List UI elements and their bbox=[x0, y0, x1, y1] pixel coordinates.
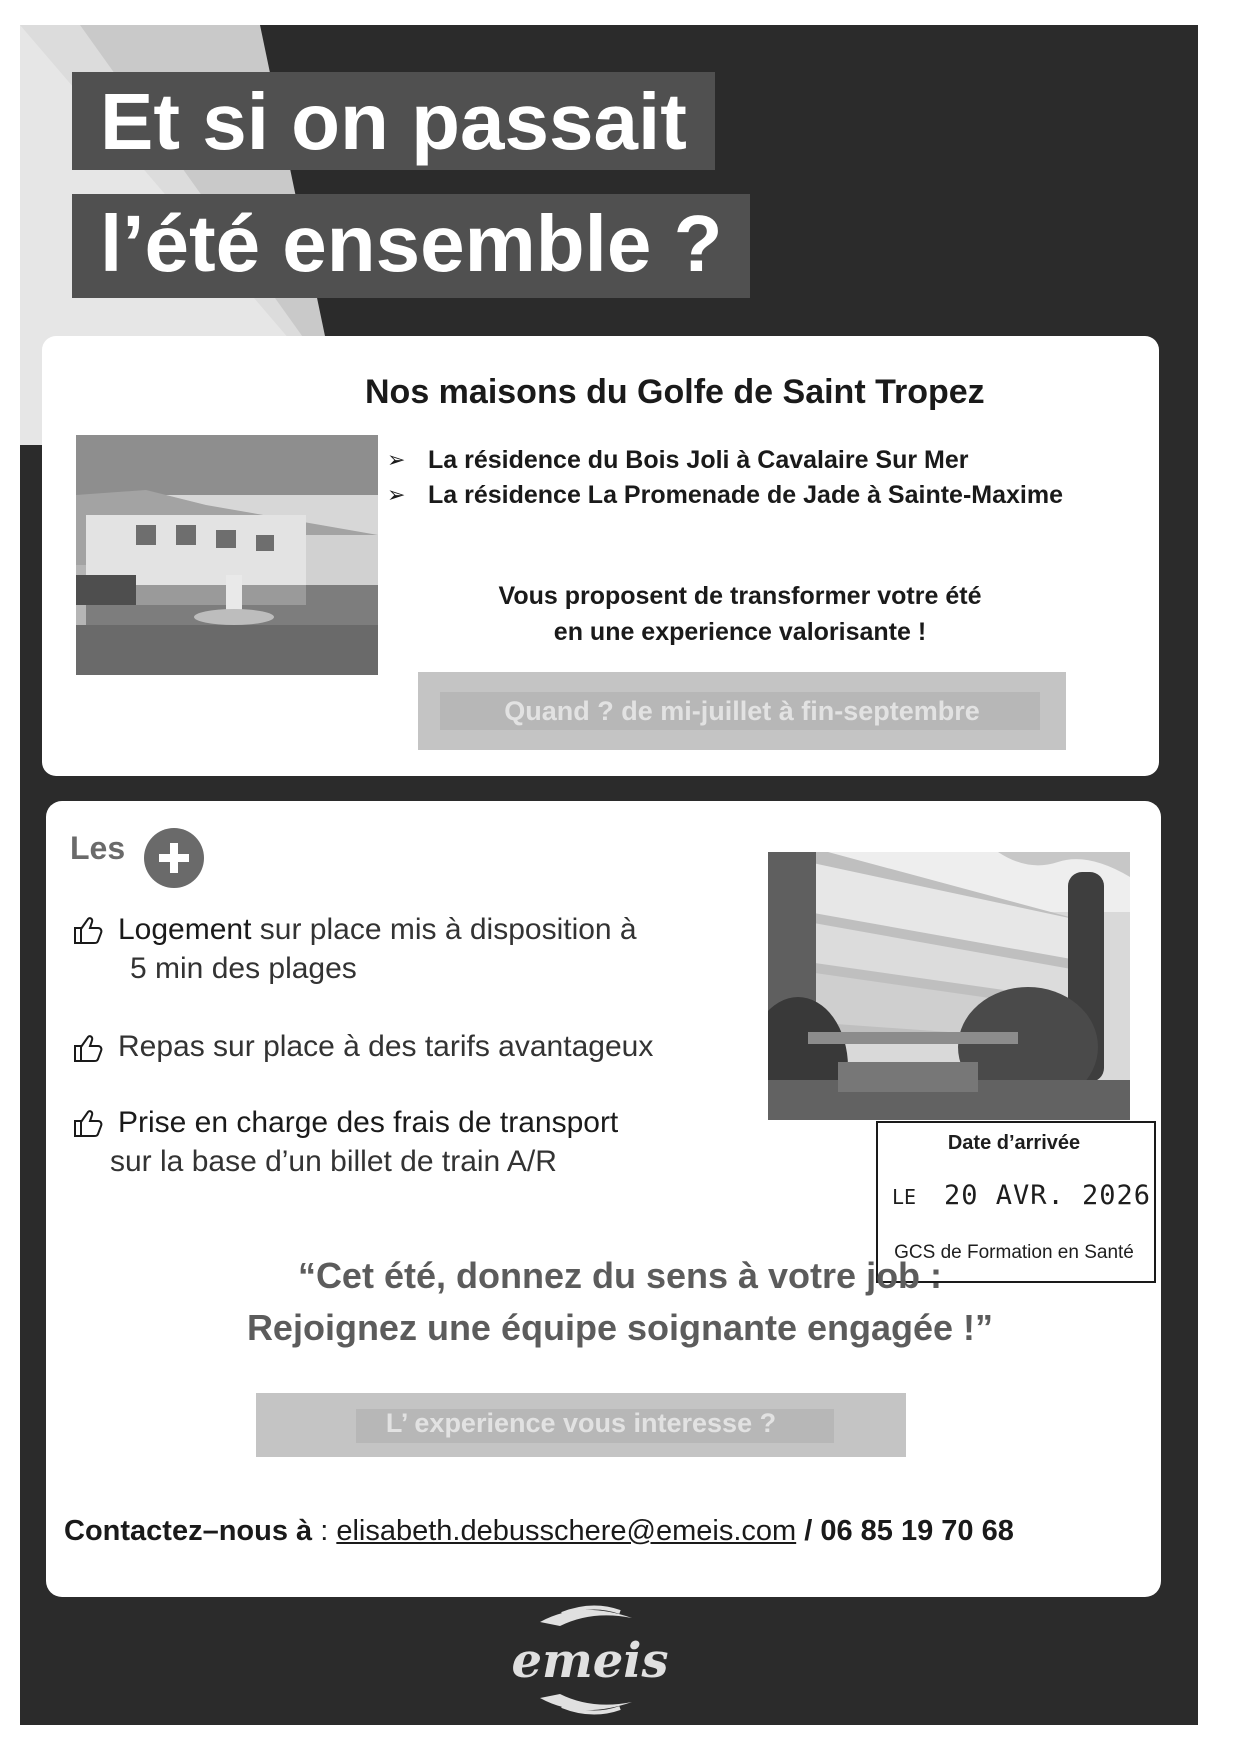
contact-line bbox=[64, 1515, 1014, 1548]
stamp-organization: GCS de Formation en Santé bbox=[894, 1242, 1134, 1263]
benefit-detail: sur place à des tarifs avantageux bbox=[204, 1030, 654, 1063]
benefit-detail-line-2: 5 min des plages bbox=[130, 952, 357, 985]
pitch-line-2: en une experience valorisante ! bbox=[553, 618, 927, 646]
stamp-date: 20 AVR. 2026 bbox=[944, 1180, 1152, 1211]
benefit-detail: sur place mis à disposition à bbox=[251, 913, 637, 946]
les-plus-label: Les bbox=[70, 830, 126, 866]
residences-heading: Nos maisons du Golfe de Saint Tropez bbox=[365, 373, 985, 411]
benefit-detail: des frais de transport bbox=[328, 1106, 619, 1139]
thumbs-up-icon bbox=[72, 914, 104, 946]
contact-email-link[interactable]: elisabeth.debusschere@emeis.com bbox=[336, 1515, 797, 1547]
pitch-line-1: Vous proposent de transformer votre été bbox=[498, 582, 982, 610]
benefit-item-meals bbox=[118, 1027, 778, 1066]
quote-line-1: “Cet été, donnez du sens à votre job : bbox=[297, 1255, 943, 1296]
stamp-title: Date d’arrivée bbox=[947, 1132, 1081, 1154]
benefit-item-housing bbox=[118, 910, 778, 988]
residence-item: La résidence du Bois Joli à Cavalaire Sur Mer bbox=[428, 446, 969, 474]
quote-line-2: Rejoignez une équipe soignante engagée !” bbox=[246, 1307, 994, 1348]
interest-text: L’ experience vous interesse ? bbox=[385, 1408, 777, 1438]
contact-phone[interactable]: / 06 85 19 70 68 bbox=[796, 1515, 1014, 1547]
benefit-item-transport bbox=[110, 1103, 778, 1181]
benefit-keyword: Logement bbox=[118, 913, 252, 946]
headline-line-1: Et si on passait bbox=[72, 72, 715, 170]
contact-separator: : bbox=[312, 1515, 337, 1547]
benefit-keyword: Prise en charge bbox=[118, 1106, 329, 1139]
period-text: Quand ? de mi-juillet à fin-septembre bbox=[504, 696, 980, 726]
headline-line-2: l’été ensemble ? bbox=[72, 194, 750, 298]
benefit-detail-line-2: sur la base d’un billet de train A/R bbox=[110, 1145, 557, 1178]
plus-circle-icon bbox=[126, 820, 206, 900]
contact-label: Contactez–nous à bbox=[64, 1515, 313, 1547]
residence-photo-bois-joli bbox=[76, 435, 378, 675]
quote bbox=[100, 1250, 1140, 1354]
stamp-le: LE bbox=[892, 1185, 917, 1209]
benefit-keyword: Repas bbox=[118, 1030, 205, 1063]
thumbs-up-icon bbox=[72, 1107, 104, 1139]
residence-item: La résidence La Promenade de Jade à Sainte-Maxime bbox=[428, 481, 1063, 509]
pitch-text bbox=[420, 578, 1060, 650]
arrow-bullet-icon: ➢ bbox=[387, 482, 406, 507]
residence-photo-promenade-de-jade bbox=[768, 852, 1130, 1120]
thumbs-up-icon bbox=[72, 1032, 104, 1064]
emeis-logo-text: emeis bbox=[511, 1633, 669, 1689]
arrow-bullet-icon: ➢ bbox=[387, 447, 406, 472]
